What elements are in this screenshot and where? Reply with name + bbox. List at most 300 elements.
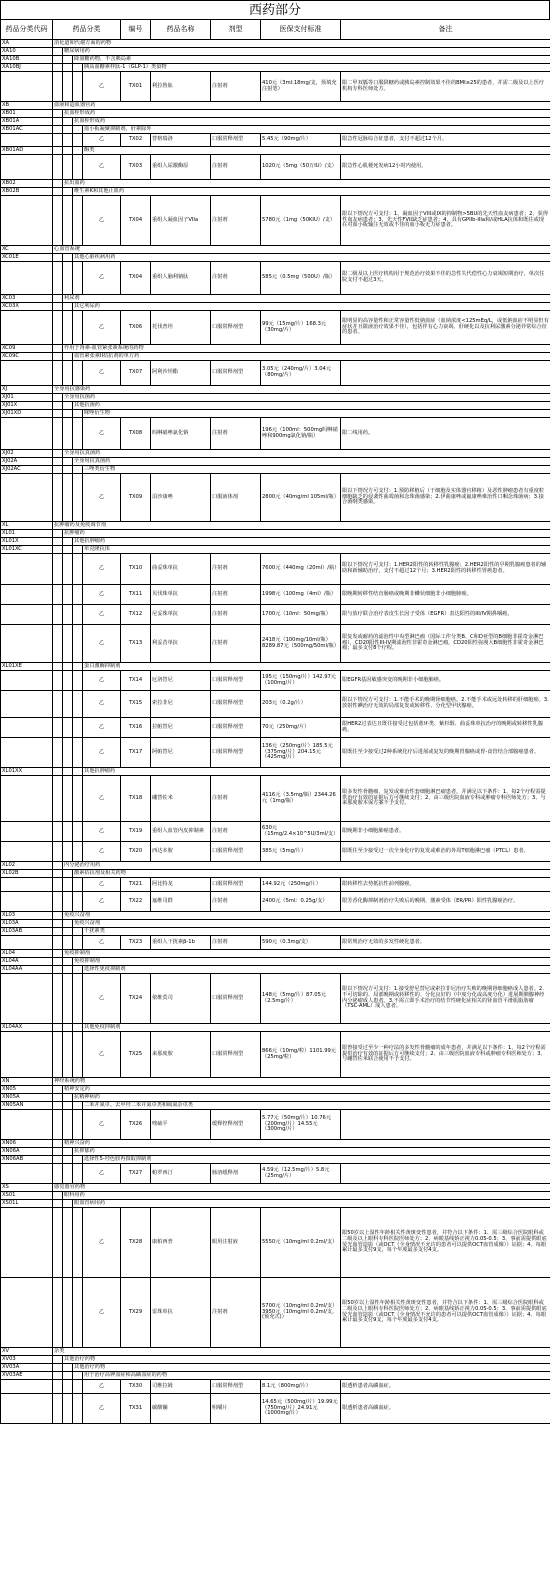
drug-number: TX01 (121, 72, 151, 102)
category-code: XL03A (1, 920, 53, 928)
insurance-class: 乙 (83, 691, 121, 718)
drug-number: TX29 (121, 1278, 151, 1348)
category-code (1, 718, 53, 738)
payment-standard: 4116元（3.5mg/瓶）2344.26元（1mg/瓶） (261, 776, 341, 822)
drug-name: 司维拉姆 (151, 1380, 211, 1394)
remarks: 限与放疗联合治疗表皮生长因子受体（EGFR）表达阳性的III/IV期鼻咽癌。 (341, 605, 550, 625)
category-code (1, 822, 53, 842)
indent-cell (53, 663, 63, 671)
indent-cell (53, 878, 63, 892)
payment-standard: 5.45元（90mg/片） (261, 134, 341, 147)
indent-cell (53, 738, 63, 768)
indent-cell (63, 920, 73, 928)
indent-cell (53, 1278, 63, 1348)
indent-cell (63, 72, 73, 102)
category-code: XA10 (1, 48, 53, 56)
dosage-form: 口服常释剂型 (211, 718, 261, 738)
drug-name: 厄洛替尼 (151, 671, 211, 691)
drug-name: 依维莫司 (151, 974, 211, 1024)
category-code (1, 776, 53, 822)
drug-row (1, 311, 550, 345)
drug-number: TX07 (121, 361, 151, 386)
category-code: XN (1, 1078, 53, 1086)
category-name: 激素拮抗剂及相关药物 (73, 870, 550, 878)
indent-cell (73, 892, 83, 912)
drug-name: 拉帕替尼 (151, 718, 211, 738)
category-code: XC01E (1, 254, 53, 262)
dosage-form: 口服常释剂型 (211, 1380, 261, 1394)
drug-name: 重组人尿激酶原 (151, 155, 211, 180)
dosage-form: 注射剂 (211, 625, 261, 663)
indent-cell (53, 155, 63, 180)
category-code: XJ01XD (1, 410, 53, 418)
category-row (1, 768, 550, 776)
indent-cell (63, 64, 73, 72)
drug-name: 贝伐珠单抗 (151, 585, 211, 605)
drug-number: TX31 (121, 1394, 151, 1424)
indent-cell (63, 418, 73, 450)
dosage-form: 注射剂 (211, 554, 261, 585)
drug-name: 替格瑞洛 (151, 134, 211, 147)
category-name: 咪唑衍生物 (83, 410, 550, 418)
category-name: 血液和造血器官药 (53, 102, 550, 110)
payment-standard: 2800元（40mg/ml 105ml/瓶） (261, 474, 341, 522)
remarks: 限晚期转移性结直肠癌或晚期非鳞状细胞非小细胞肺癌。 (341, 585, 550, 605)
category-name: 其他治疗药物 (63, 1356, 550, 1364)
indent-cell (63, 966, 73, 974)
indent-cell (53, 1192, 63, 1200)
drug-row (1, 878, 550, 892)
indent-cell (63, 718, 73, 738)
indent-cell (73, 410, 83, 418)
remarks: 限以下情况方可支付：1.接受舒尼替尼或索拉非尼治疗失败的晚期肾细胞癌成人患者。2.不可切除的、局部晚期或转移性的、分化良好的（中度分化或高度分化）进展期胰腺神经内分泌瘤成人患者。3.不需立即手术治疗的结节性硬化症相关的肾血管平滑肌脂肪瘤（TSC-AML）成人患者。 (341, 974, 550, 1024)
remarks: 限二甲双胍等口服降糖药或胰岛素控制效果不佳的BMI≥25的患者，并需二级及以上医疗机构专科医师处方。 (341, 72, 550, 102)
indent-cell (63, 870, 73, 878)
drug-number: TX30 (121, 1380, 151, 1394)
insurance-class: 乙 (83, 936, 121, 950)
indent-cell (53, 546, 63, 554)
indent-cell (73, 842, 83, 862)
payment-standard: 1998元（100mg（4ml）/瓶） (261, 585, 341, 605)
indent-cell (73, 974, 83, 1024)
dosage-form: 口服常释剂型 (211, 738, 261, 768)
insurance-class: 乙 (83, 196, 121, 246)
drug-row (1, 418, 550, 450)
header-category: 药品分类 (53, 20, 121, 40)
category-name: 抗血栓形成药 (73, 118, 550, 126)
drug-number: TX04 (121, 196, 151, 246)
category-name: 其他治疗药物 (73, 1364, 550, 1372)
remarks: 限以下情况方可支付：1、凝血因子VIII或IX的抑制物>5BU的先天性血友病患者；2、获得性血友病患者；3、先天性FVII缺乏症患者；4、具有GPIIb-IIIa和/或HLA抗体和既往或现在对血小板输注无效或不佳的血小板无力症患者。 (341, 196, 550, 246)
category-code: XL01XE (1, 663, 53, 671)
remarks: 限急性冠脉综合征患者，支付不超过12个月。 (341, 134, 550, 147)
indent-cell (63, 974, 73, 1024)
drug-name: 阿帕替尼 (151, 738, 211, 768)
indent-cell (73, 1278, 83, 1348)
drug-name: 喹硫平 (151, 1110, 211, 1140)
payment-standard: 136元（250mg/片）185.5元（375mg/片）204.15元（425mg/片） (261, 738, 341, 768)
category-row (1, 394, 550, 402)
drug-row (1, 738, 550, 768)
drug-row (1, 691, 550, 718)
category-code (1, 1164, 53, 1184)
category-code: XN06 (1, 1140, 53, 1148)
category-name: 血管紧张素II拮抗剂的单方药 (73, 353, 550, 361)
header-dosage-form: 剂型 (211, 20, 261, 40)
dosage-form: 肠溶缓释剂 (211, 1164, 261, 1184)
indent-cell (63, 1200, 73, 1208)
header-drug-name: 药品名称 (151, 20, 211, 40)
category-row (1, 663, 550, 671)
category-code (1, 605, 53, 625)
category-code: XL02 (1, 862, 53, 870)
indent-cell (53, 1156, 63, 1164)
category-code (1, 155, 53, 180)
remarks: 限明显的高容量性和正常容量性低钠血症（血钠浓度<125mEq/L，或低钠血症不明显但有症状并且限液治疗效果不佳），包括伴有心力衰竭、肝硬化以及抗利尿激素分泌异常综合征的患者。 (341, 311, 550, 345)
category-code (1, 936, 53, 950)
drug-name: 利妥昔单抗 (151, 625, 211, 663)
indent-cell (63, 1156, 73, 1164)
category-row (1, 1156, 550, 1164)
indent-cell (73, 625, 83, 663)
indent-cell (73, 546, 83, 554)
category-row (1, 147, 550, 155)
indent-cell (63, 410, 73, 418)
indent-cell (73, 738, 83, 768)
indent-cell (53, 147, 63, 155)
category-code: XA (1, 40, 53, 48)
remarks: 限转移性去势抵抗性前列腺癌。 (341, 878, 550, 892)
insurance-class: 乙 (83, 892, 121, 912)
indent-cell (53, 410, 63, 418)
indent-cell (73, 72, 83, 102)
category-code (1, 1110, 53, 1140)
dosage-form: 注射剂 (211, 155, 261, 180)
dosage-form: 注射剂 (211, 585, 261, 605)
category-row (1, 912, 550, 920)
indent-cell (53, 1200, 63, 1208)
category-row (1, 958, 550, 966)
category-name: 心血管系统 (53, 246, 550, 254)
category-code: XB01 (1, 110, 53, 118)
insurance-class: 乙 (83, 605, 121, 625)
drug-row (1, 776, 550, 822)
dosage-form: 注射剂 (211, 418, 261, 450)
category-code: XJ (1, 386, 53, 394)
indent-cell (73, 361, 83, 386)
drug-number: TX12 (121, 605, 151, 625)
indent-cell (63, 458, 73, 466)
indent-cell (53, 625, 63, 663)
indent-cell (53, 870, 63, 878)
drug-number: TX09 (121, 474, 151, 522)
insurance-class: 乙 (83, 878, 121, 892)
category-row (1, 522, 550, 530)
drug-number: TX14 (121, 671, 151, 691)
indent-cell (53, 1032, 63, 1078)
dosage-form: 口服常释剂型 (211, 878, 261, 892)
insurance-class: 乙 (83, 311, 121, 345)
indent-cell (53, 295, 63, 303)
indent-cell (53, 1394, 63, 1424)
drug-number: TX16 (121, 718, 151, 738)
indent-cell (53, 361, 63, 386)
insurance-class: 乙 (83, 361, 121, 386)
indent-cell (53, 842, 63, 862)
category-row (1, 1024, 550, 1032)
indent-cell (53, 48, 63, 56)
insurance-class: 乙 (83, 776, 121, 822)
indent-cell (63, 254, 73, 262)
category-code (1, 878, 53, 892)
indent-cell (53, 1024, 63, 1032)
category-name: 全身用抗菌药 (63, 394, 550, 402)
category-name: 抗肿瘤药 (63, 530, 550, 538)
category-code (1, 1394, 53, 1424)
category-code (1, 842, 53, 862)
category-row (1, 188, 550, 196)
insurance-class: 乙 (83, 1394, 121, 1424)
category-row (1, 1102, 550, 1110)
category-row (1, 386, 550, 394)
category-row (1, 1140, 550, 1148)
dosage-form: 咀嚼片 (211, 1394, 261, 1424)
category-name: 三唑类衍生物 (83, 466, 550, 474)
remarks: 限二线用药。 (341, 418, 550, 450)
category-row (1, 1356, 550, 1364)
payment-standard: 203元（0.2g/片） (261, 691, 341, 718)
category-name: 单克隆抗体 (83, 546, 550, 554)
category-row (1, 56, 550, 64)
category-code: XL03 (1, 912, 53, 920)
payment-standard: 2418元（100mg/10ml/瓶）8289.87元（500mg/50ml/瓶） (261, 625, 341, 663)
indent-cell (53, 458, 63, 466)
category-name: 干扰素类 (83, 928, 550, 936)
indent-cell (53, 554, 63, 585)
drug-number: TX08 (121, 418, 151, 450)
category-code (1, 262, 53, 295)
drug-name: 雷珠单抗 (151, 1278, 211, 1348)
category-row (1, 40, 550, 48)
category-row (1, 48, 550, 56)
payment-standard: 3.05元（240mg/片）3.04元（80mg/片） (261, 361, 341, 386)
category-name: 血小板凝聚抑制剂，肝素除外 (83, 126, 550, 134)
indent-cell (73, 768, 83, 776)
payment-standard: 7600元（440mg（20ml）/瓶） (261, 554, 341, 585)
remarks: 限透析患者高磷血症。 (341, 1394, 550, 1424)
indent-cell (63, 928, 73, 936)
indent-cell (63, 134, 73, 147)
insurance-class: 乙 (83, 718, 121, 738)
category-code (1, 554, 53, 585)
category-name: 抗精神病药 (73, 1094, 550, 1102)
drug-name: 碳酸镧 (151, 1394, 211, 1424)
indent-cell (63, 1380, 73, 1394)
indent-cell (53, 394, 63, 402)
payment-standard: 144.92元（250mg/片） (261, 878, 341, 892)
indent-cell (53, 402, 63, 410)
insurance-class: 乙 (83, 1110, 121, 1140)
dosage-form: 口服常释剂型 (211, 691, 261, 718)
indent-cell (53, 345, 63, 353)
insurance-class: 乙 (83, 842, 121, 862)
drug-number: TX11 (121, 585, 151, 605)
indent-cell (63, 126, 73, 134)
category-code (1, 892, 53, 912)
indent-cell (73, 691, 83, 718)
drug-number: TX20 (121, 842, 151, 862)
indent-cell (53, 72, 63, 102)
category-code: XB01A (1, 118, 53, 126)
indent-cell (63, 1372, 73, 1380)
drug-row (1, 936, 550, 950)
indent-cell (53, 1102, 63, 1110)
insurance-class: 乙 (83, 155, 121, 180)
category-row (1, 254, 550, 262)
category-code: XB02B (1, 188, 53, 196)
category-code: XL04A (1, 958, 53, 966)
category-code (1, 196, 53, 246)
indent-cell (63, 1032, 73, 1078)
category-name: 眼科用药 (63, 1192, 550, 1200)
indent-cell (63, 303, 73, 311)
category-code: XB (1, 102, 53, 110)
insurance-class: 乙 (83, 1278, 121, 1348)
dosage-form: 注射剂 (211, 936, 261, 950)
payment-standard: 8.1元（800mg/片） (261, 1380, 341, 1394)
drug-name: 阿比特龙 (151, 878, 211, 892)
category-name: 眼血管病用药 (73, 1200, 550, 1208)
payment-standard: 5700元（10mg/ml 0.2ml/支）3950元（10mg/ml 0.2ml/支，(预充式)） (261, 1278, 341, 1348)
drug-name: 尼妥珠单抗 (151, 605, 211, 625)
payment-standard: 196元（100ml：500mg吗啉硝唑和900mg氯化钠/瓶） (261, 418, 341, 450)
category-row (1, 862, 550, 870)
insurance-class: 乙 (83, 585, 121, 605)
indent-cell (53, 1148, 63, 1156)
indent-cell (63, 691, 73, 718)
category-row (1, 110, 550, 118)
drug-number: TX06 (121, 311, 151, 345)
drug-row (1, 155, 550, 180)
drug-row (1, 1380, 550, 1394)
indent-cell (53, 262, 63, 295)
category-code: XL01XX (1, 768, 53, 776)
drug-number: TX04 (121, 262, 151, 295)
drug-name: 重组人凝血因子VIIa (151, 196, 211, 246)
insurance-class: 乙 (83, 625, 121, 663)
indent-cell (63, 1094, 73, 1102)
indent-cell (73, 1394, 83, 1424)
drug-name: 重组人干扰素β-1b (151, 936, 211, 950)
indent-cell (53, 776, 63, 822)
category-row (1, 966, 550, 974)
indent-cell (53, 418, 63, 450)
drug-table (0, 19, 550, 1424)
drug-row (1, 671, 550, 691)
category-code: XA10BJ (1, 64, 53, 72)
category-name: 降血糖药物，不含胰岛素 (73, 56, 550, 64)
drug-number: TX02 (121, 134, 151, 147)
header-code: 药品分类代码 (1, 20, 53, 40)
category-code: XL01 (1, 530, 53, 538)
category-code (1, 1380, 53, 1394)
indent-cell (53, 585, 63, 605)
drug-row (1, 625, 550, 663)
payment-standard: 630元（15mg/2.4×10^5U/3ml/支） (261, 822, 341, 842)
category-code (1, 474, 53, 522)
category-name: 选择性免疫抑制剂 (83, 966, 550, 974)
drug-name: 西达本胺 (151, 842, 211, 862)
category-row (1, 295, 550, 303)
drug-name: 帕罗西汀 (151, 1164, 211, 1184)
drug-row (1, 822, 550, 842)
indent-cell (53, 254, 63, 262)
category-code: XJ02AC (1, 466, 53, 474)
dosage-form: 口服常释剂型 (211, 671, 261, 691)
indent-cell (53, 892, 63, 912)
category-code (1, 1278, 53, 1348)
indent-cell (53, 538, 63, 546)
drug-row (1, 196, 550, 246)
indent-cell (53, 196, 63, 246)
insurance-class: 乙 (83, 1032, 121, 1078)
payment-standard: 1700元（10ml：50mg/瓶） (261, 605, 341, 625)
indent-cell (63, 1110, 73, 1140)
indent-cell (73, 663, 83, 671)
remarks: 限50岁以上湿性年龄相关性黄斑变性患者，并符合以下条件：1、需三级综合医院眼科或二级及以上眼科专科医院医师处方；2、病眼基线矫正视力0.05-0.5；3、事前需提供眼底荧光血管造影（或OCT（全身情况不允许的患者可以提供OCT血管成像））证据；4、每眼累计最多支付9支，每个年度最多支付4支。 (341, 1208, 550, 1278)
insurance-class: 乙 (83, 974, 121, 1024)
category-code (1, 671, 53, 691)
indent-cell (63, 546, 73, 554)
dosage-form: 注射剂 (211, 605, 261, 625)
indent-cell (73, 1208, 83, 1278)
category-code (1, 691, 53, 718)
indent-cell (63, 822, 73, 842)
drug-row (1, 134, 550, 147)
drug-number: TX24 (121, 974, 151, 1024)
indent-cell (53, 1372, 63, 1380)
category-code: XJ01X (1, 402, 53, 410)
indent-cell (53, 126, 63, 134)
indent-cell (63, 466, 73, 474)
indent-cell (63, 1024, 73, 1032)
indent-cell (73, 605, 83, 625)
remarks: 限HER2过表达且既往接受过包括蒽环类、紫杉醇、曲妥珠单抗治疗的晚期或转移性乳腺癌。 (341, 718, 550, 738)
indent-cell (73, 878, 83, 892)
indent-cell (63, 1208, 73, 1278)
remarks (341, 1164, 550, 1184)
category-code: XC09C (1, 353, 53, 361)
remarks: 限既往至少接受过2种系统化疗后进展或复发的晚期胃腺癌或胃-食管结合部腺癌患者。 (341, 738, 550, 768)
indent-cell (73, 1110, 83, 1140)
category-code: XN05 (1, 1086, 53, 1094)
category-code (1, 311, 53, 345)
remarks: 限透析患者高磷血症。 (341, 1380, 550, 1394)
drug-name: 康柏西普 (151, 1208, 211, 1278)
dosage-form: 注射剂 (211, 776, 261, 822)
insurance-class: 乙 (83, 134, 121, 147)
category-code: XS01 (1, 1192, 53, 1200)
insurance-class: 乙 (83, 1164, 121, 1184)
insurance-class: 乙 (83, 72, 121, 102)
payment-standard: 5.77元（50mg/片）10.76元（200mg/片）14.55元（300mg/片） (261, 1110, 341, 1140)
indent-cell (73, 822, 83, 842)
category-code (1, 738, 53, 768)
indent-cell (53, 311, 63, 345)
remarks: 限常规治疗无效的多发性硬化患者。 (341, 936, 550, 950)
indent-cell (63, 958, 73, 966)
category-name: 免疫兴奋剂 (73, 920, 550, 928)
